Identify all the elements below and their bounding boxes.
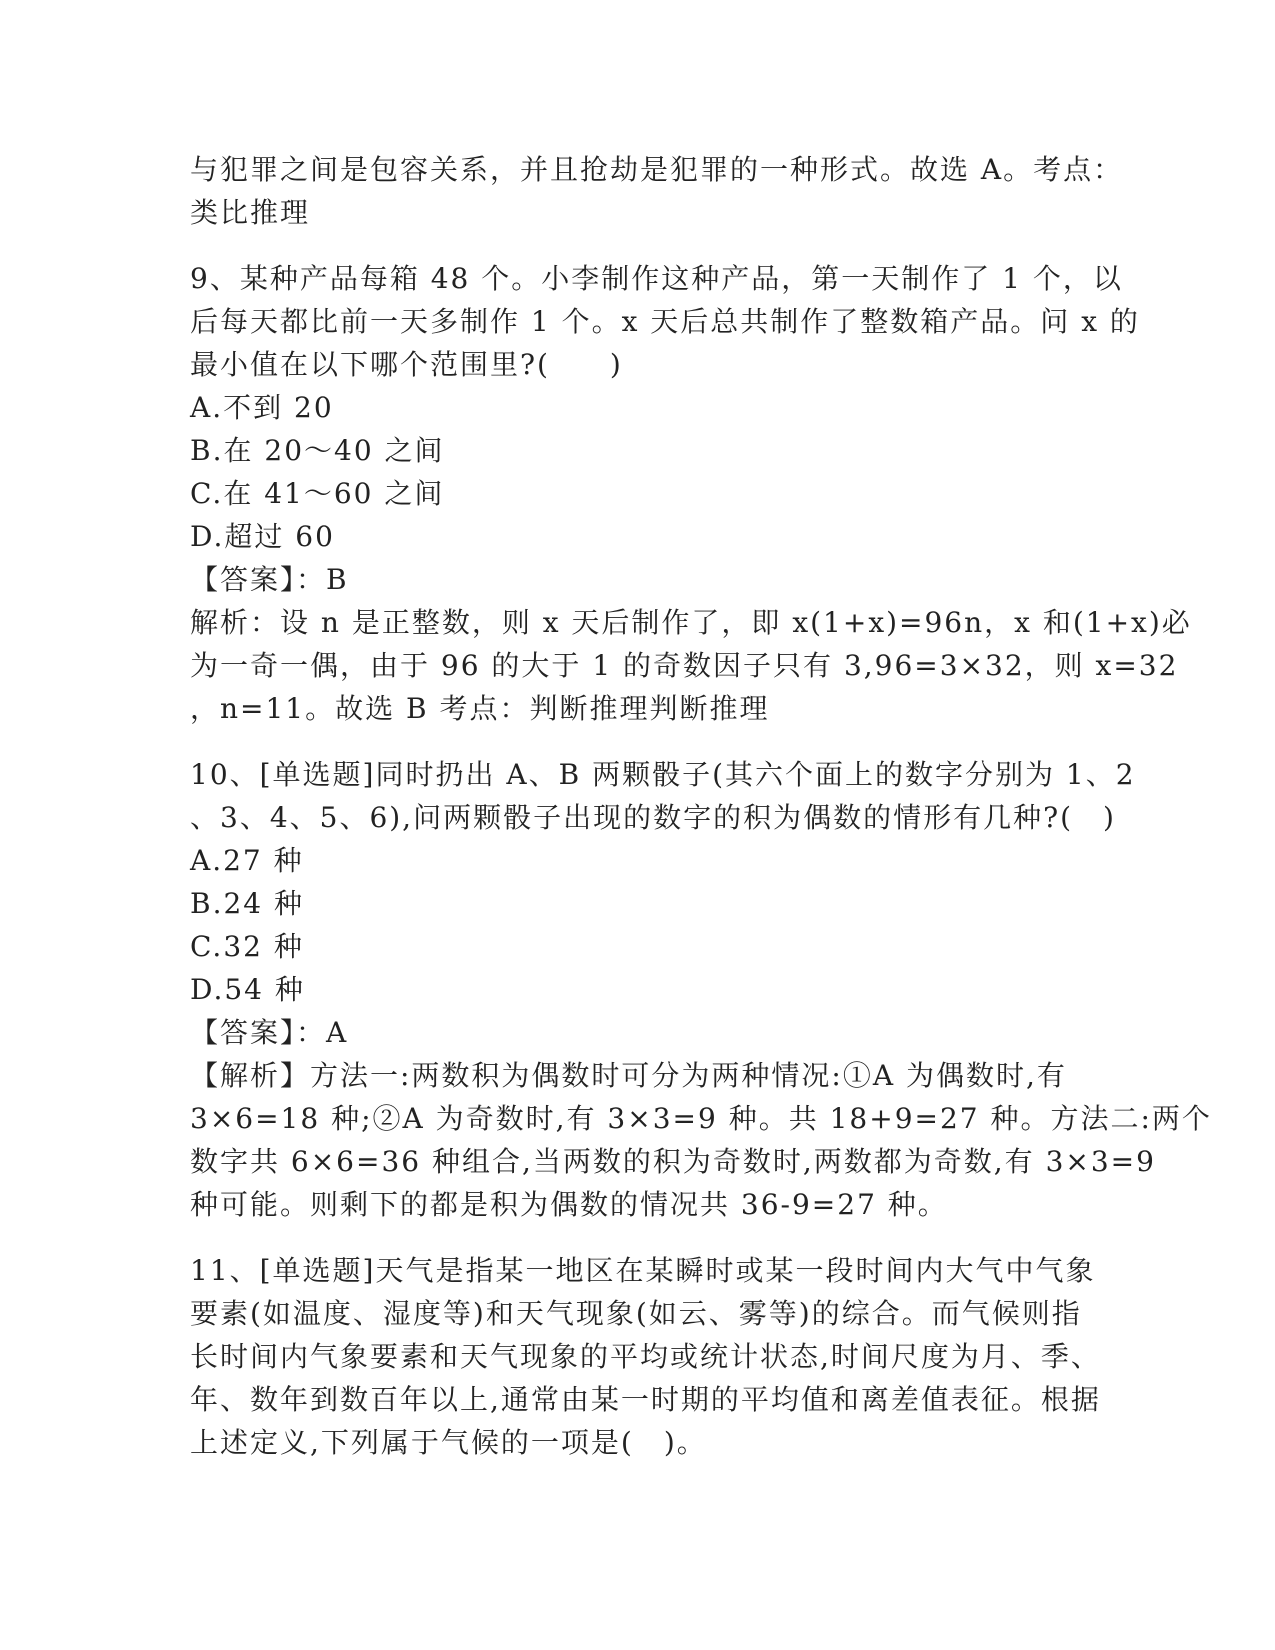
option-a: A.不到 20 bbox=[190, 391, 334, 424]
question-stem-line: 后每天都比前一天多制作 1 个。x 天后总共制作了整数箱产品。问 x 的 bbox=[190, 305, 1140, 338]
question-stem-line: 上述定义,下列属于气候的一项是( )。 bbox=[190, 1426, 707, 1459]
page-content bbox=[190, 148, 1212, 1464]
explanation-line: 种可能。则剩下的都是积为偶数的情况共 36-9=27 种。 bbox=[190, 1188, 948, 1221]
question-stem-line: 11、[单选题]天气是指某一地区在某瞬时或某一段时间内大气中气象 bbox=[190, 1254, 1096, 1287]
explanation-line: 解析：设 n 是正整数，则 x 天后制作了，即 x(1+x)=96n，x 和(1+x)必 bbox=[190, 606, 1192, 639]
prev-explanation-line: 类比推理 bbox=[190, 196, 311, 229]
question-stem-line: 、3、4、5、6),问两颗骰子出现的数字的积为偶数的情形有几种?( ) bbox=[190, 801, 1116, 834]
question-11 bbox=[190, 1249, 1101, 1464]
answer-label: 【答案】：A bbox=[190, 1016, 349, 1049]
option-b: B.24 种 bbox=[190, 887, 305, 920]
option-d: D.超过 60 bbox=[190, 520, 335, 553]
question-10 bbox=[190, 753, 1212, 1226]
question-stem-line: 长时间内气象要素和天气现象的平均或统计状态,时间尺度为月、季、 bbox=[190, 1340, 1101, 1373]
question-stem-line: 要素(如温度、湿度等)和天气现象(如云、雾等)的综合。而气候则指 bbox=[190, 1297, 1082, 1330]
question-9 bbox=[190, 257, 1192, 730]
question-stem-line: 9、某种产品每箱 48 个。小李制作这种产品，第一天制作了 1 个，以 bbox=[190, 262, 1123, 295]
option-d: D.54 种 bbox=[190, 973, 305, 1006]
explanation-line: 3×6=18 种;②A 为奇数时,有 3×3=9 种。共 18+9=27 种。方法二:两个 bbox=[190, 1102, 1212, 1135]
question-stem-line: 年、数年到数百年以上,通常由某一时期的平均值和离差值表征。根据 bbox=[190, 1383, 1101, 1416]
explanation-line: 数字共 6×6=36 种组合,当两数的积为奇数时,两数都为奇数,有 3×3=9 bbox=[190, 1145, 1156, 1178]
explanation-line: ，n=11。故选 B 考点：判断推理判断推理 bbox=[190, 692, 770, 725]
prev-explanation bbox=[190, 148, 1124, 234]
explanation-line: 为一奇一偶，由于 96 的大于 1 的奇数因子只有 3,96=3×32，则 x=32 bbox=[190, 649, 1179, 682]
option-c: C.在 41～60 之间 bbox=[190, 477, 445, 510]
question-stem-line: 最小值在以下哪个范围里?( ) bbox=[190, 348, 623, 381]
explanation-line: 【解析】方法一:两数积为偶数时可分为两种情况:①A 为偶数时,有 bbox=[190, 1059, 1067, 1092]
question-stem-line: 10、[单选题]同时扔出 A、B 两颗骰子(其六个面上的数字分别为 1、2 bbox=[190, 758, 1136, 791]
option-b: B.在 20～40 之间 bbox=[190, 434, 445, 467]
option-c: C.32 种 bbox=[190, 930, 304, 963]
option-a: A.27 种 bbox=[190, 844, 304, 877]
answer-label: 【答案】：B bbox=[190, 563, 349, 596]
prev-explanation-line: 与犯罪之间是包容关系，并且抢劫是犯罪的一种形式。故选 A。考点： bbox=[190, 153, 1124, 186]
